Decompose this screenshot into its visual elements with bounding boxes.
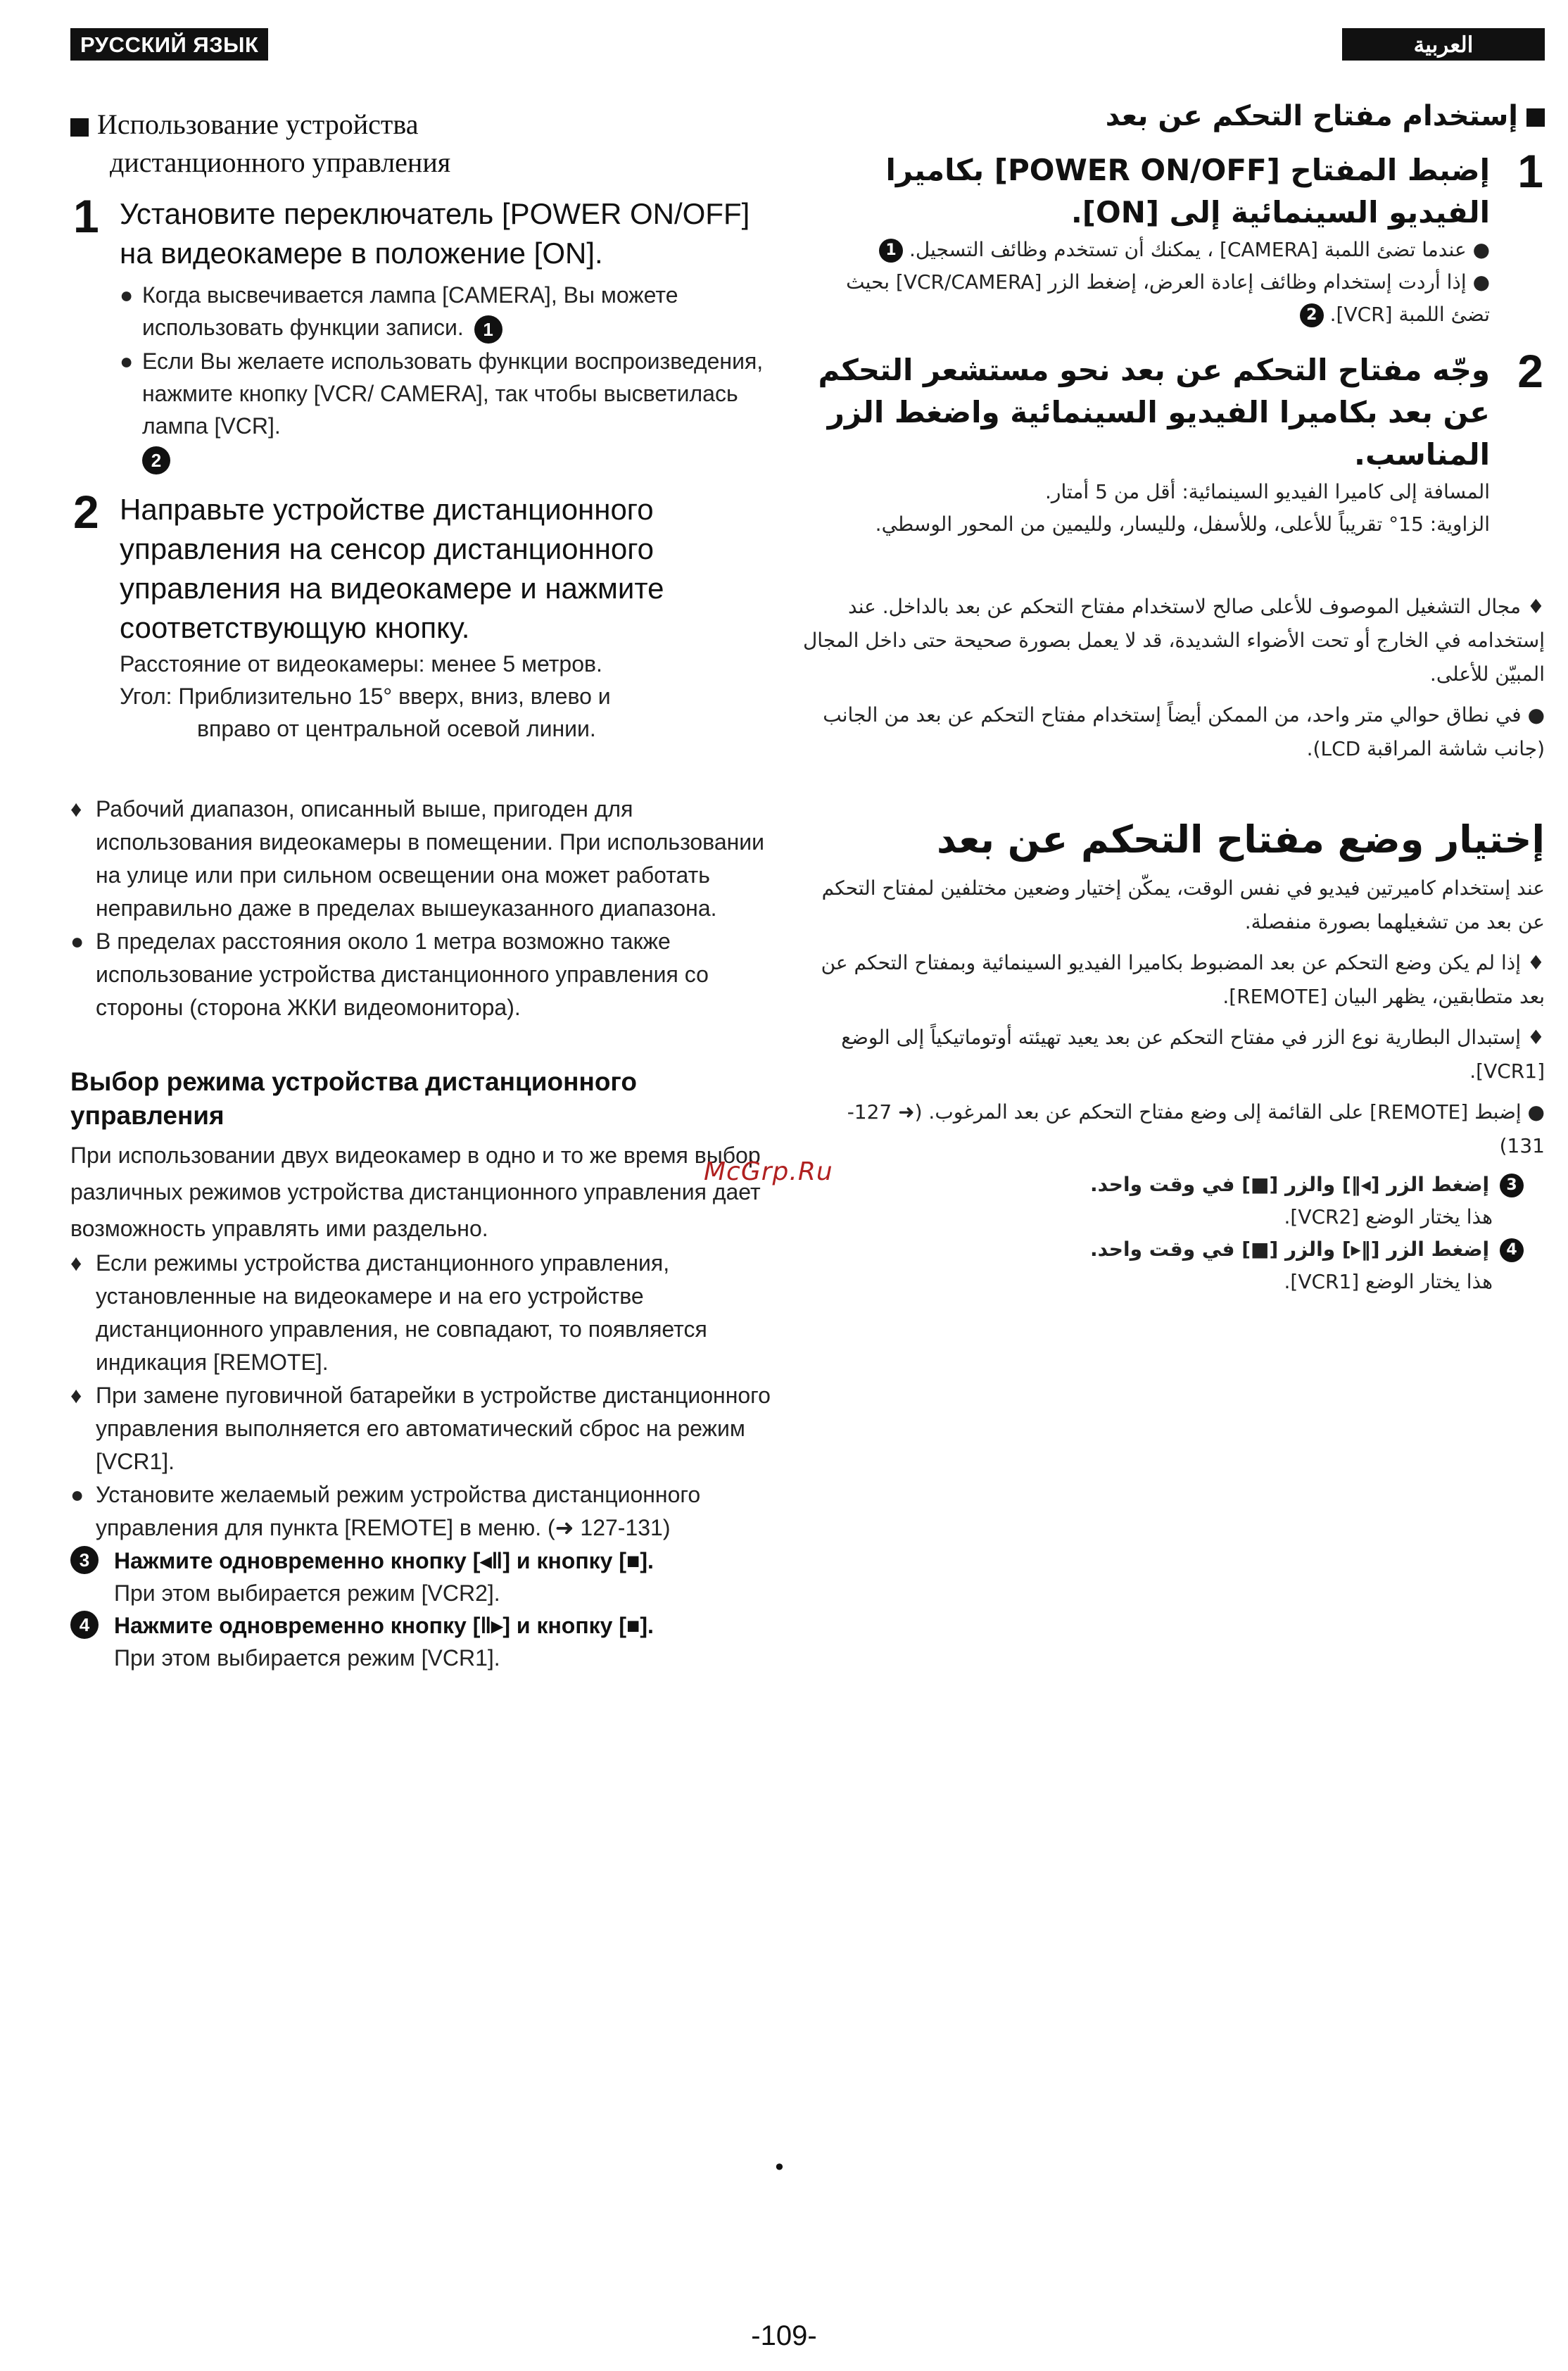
square-bullet-icon [1526, 108, 1545, 127]
angle-text-cont: вправо от центральной осевой линии. [197, 716, 596, 741]
step-title: إضبط المفتاح [POWER ON/OFF] بكاميرا الفيديو السينمائية إلى [ON]. [885, 153, 1490, 229]
circled-number-icon: 3 [1500, 1174, 1524, 1197]
bullet-dot-icon: ● [1472, 270, 1490, 294]
bullet-dot-icon: ● [120, 282, 134, 308]
note-item [70, 1379, 774, 1478]
subsection-title: إختيار وضع مفتاح التحكم عن بعد [937, 817, 1545, 862]
step-3 [70, 1545, 774, 1609]
bullet-dot-icon: ● [120, 348, 134, 374]
note-item: ♦ إذا لم يكن وضع التحكم عن بعد المضبوط بكاميرا الفيديو السينمائية وبمفتاح التحكم عن بعد متطابقين، يظهر البيان [REMOTE]. [821, 951, 1545, 1008]
notes-list [70, 793, 774, 1024]
section-title-line1: Использование устройства [97, 108, 419, 140]
language-tab-russian: РУССКИЙ ЯЗЫК [70, 28, 268, 61]
step-result: هذا يختار الوضع [VCR1]. [1284, 1270, 1493, 1293]
step-number: 1 [1517, 145, 1543, 197]
subsection-intro: عند إستخدام كاميرتين فيديو في نفس الوقت، يمكّن إختيار وضعين مختلفين لمفتاح التحكم عن بعد من تشغيلهما بصورة منفصلة. [821, 876, 1545, 933]
subsection-intro: При использовании двух видеокамер в одно и то же время выбор различных режимов устройства дистанционного управления дает возможность управлять ими раздельно. [70, 1143, 761, 1241]
note-item [70, 793, 774, 925]
step-1 [70, 190, 774, 474]
angle-text: Угол: Приблизительно 15° вверх, вниз, влево и [120, 684, 611, 709]
distance-text: المسافة إلى كاميرا الفيديو السينمائية: أقل من 5 أمتار. [1045, 480, 1490, 503]
arabic-column [802, 28, 1545, 1298]
watermark-text: McGrp.Ru [704, 1157, 833, 1186]
list-item [120, 345, 774, 474]
step-title: Нажмите одновременно кнопку [◂‖] и кнопку [■]. [114, 1548, 654, 1573]
circled-number-icon: 1 [879, 239, 903, 263]
step-2 [70, 486, 774, 745]
russian-column [70, 28, 774, 1674]
section-title [70, 106, 774, 182]
bullet-dot-icon: ● [70, 929, 84, 954]
circled-number-icon: 4 [1500, 1238, 1524, 1262]
step-number: 2 [73, 486, 99, 538]
note-item [70, 1247, 774, 1379]
list-item [802, 266, 1490, 331]
notes-list [802, 590, 1545, 766]
circled-number-icon: 3 [70, 1546, 99, 1574]
circled-number-icon: 4 [70, 1611, 99, 1639]
language-tab-arabic: العربية [1342, 28, 1545, 61]
section-title-line2: дистанционного управления [110, 146, 451, 178]
step-1 [802, 145, 1545, 331]
subsection-notes [70, 1247, 774, 1545]
note-item: ♦ إستبدال البطارية نوع الزر في مفتاح التحكم عن بعد يعيد تهيئته أوتوماتيكياً إلى الوضع [VCR1]. [841, 1026, 1545, 1083]
step-number: 1 [73, 190, 99, 242]
note-text: Если режимы устройства дистанционного управления, установленные на видеокамере и на его устройстве дистанционного управления, не совпадают, то появляется индикация [REMOTE]. [96, 1250, 707, 1375]
diamond-bullet-icon: ♦ [70, 796, 82, 822]
step-title: Установите переключатель [POWER ON/OFF] на видеокамере в положение [ON]. [120, 197, 750, 270]
square-bullet-icon [70, 118, 89, 137]
bullet-text: عندما تضئ اللمبة [CAMERA] ، يمكنك أن تستخدم وظائف التسجيل. [909, 238, 1467, 261]
note-text: Рабочий диапазон, описанный выше, пригоден для использования видеокамеры в помещении. При использовании на улице или при сильном освещении она может работать неправильно даже в пределах вышеуказанного диапазона. [96, 796, 765, 921]
step-title: Направьте устройстве дистанционного управления на сенсор дистанционного управления на видеокамере и нажмите соответствующую кнопку. [120, 493, 664, 644]
note-item: ● إضبط [REMOTE] على القائمة إلى وضع مفتاح التحكم عن بعد المرغوب. (➜ 127-131) [847, 1100, 1545, 1157]
bullet-text: إذا أردت إستخدام وظائف إعادة العرض، إضغط الزر [VCR/CAMERA] بحيث تضئ اللمبة [VCR]. [846, 270, 1490, 326]
section-title [802, 73, 1545, 135]
angle-text: الزاوية: 15° تقريباً للأعلى، وللأسفل، ولليسار، ولليمين من المحور الوسطي. [875, 512, 1490, 536]
note-item [70, 1478, 774, 1545]
section-title-text: إستخدام مفتاح التحكم عن بعد [1105, 100, 1518, 132]
note-item [70, 925, 774, 1024]
list-item [802, 234, 1490, 266]
bullet-dot-icon: ● [70, 1482, 84, 1507]
distance-text: Расстояние от видеокамеры: менее 5 метров. [120, 651, 602, 677]
step-result: При этом выбирается режим [VCR1]. [114, 1645, 500, 1671]
note-item: ♦ مجال التشغيل الموصوف للأعلى صالح لاستخدام مفتاح التحكم عن بعد بالداخل. عند إستخدامه في الخارج أو تحت الأضواء الشديدة، قد لا يعمل بصورة صحيحة حتى داخل المجال المبيّن للأعلى. [802, 595, 1545, 686]
bullet-text: Когда высвечивается лампа [CAMERA], Вы можете использовать функции записи. [142, 282, 678, 340]
note-text: В пределах расстояния около 1 метра возможно также использование устройства дистанционного управления со стороны (сторона ЖКИ видеомонитора). [96, 929, 709, 1020]
page-number: -109- [751, 2320, 817, 2351]
step-4 [70, 1609, 774, 1674]
step-number: 2 [1517, 345, 1543, 397]
bullet-text: Если Вы желаете использовать функции воспроизведения, нажмите кнопку [VCR/ CAMERA], так чтобы высветилась лампа [VCR]. [142, 348, 764, 439]
note-text: При замене пуговичной батарейки в устройстве дистанционного управления выполняется его автоматический сброс на режим [VCR1]. [96, 1383, 771, 1474]
circled-number-icon: 2 [1300, 303, 1324, 327]
step-result: При этом выбирается режим [VCR2]. [114, 1580, 500, 1606]
list-item [120, 279, 774, 344]
step-title: إضغط الزر [‖▸] والزر [■] في وقت واحد. [1089, 1238, 1490, 1261]
step-result: هذا يختار الوضع [VCR2]. [1284, 1205, 1493, 1228]
step-title: Нажмите одновременно кнопку [‖▸] и кнопку [■]. [114, 1613, 654, 1638]
note-item: ● في نطاق حوالي متر واحد، من الممكن أيضاً إستخدام مفتاح التحكم عن بعد من الجانب (جانب شاشة المراقبة LCD). [823, 703, 1545, 760]
step-2 [802, 345, 1545, 541]
stray-mark: • [773, 2154, 786, 2181]
diamond-bullet-icon: ♦ [70, 1250, 82, 1276]
step-title: وجّه مفتاح التحكم عن بعد نحو مستشعر التحكم عن بعد بكاميرا الفيديو السينمائية واضغط الزر المناسب. [818, 353, 1490, 472]
subsection-title: Выбор режима устройства дистанционного управления [70, 1067, 637, 1130]
circled-number-icon: 2 [142, 446, 170, 474]
note-text: Установите желаемый режим устройства дистанционного управления для пункта [REMOTE] в меню. (➜ 127-131) [96, 1482, 701, 1540]
diamond-bullet-icon: ♦ [70, 1383, 82, 1408]
step-title: إضغط الزر [◂‖] والزر [■] في وقت واحد. [1089, 1173, 1490, 1196]
step-4 [802, 1233, 1545, 1298]
circled-number-icon: 1 [474, 315, 502, 344]
step-3 [802, 1169, 1545, 1233]
bullet-dot-icon: ● [1472, 238, 1490, 261]
